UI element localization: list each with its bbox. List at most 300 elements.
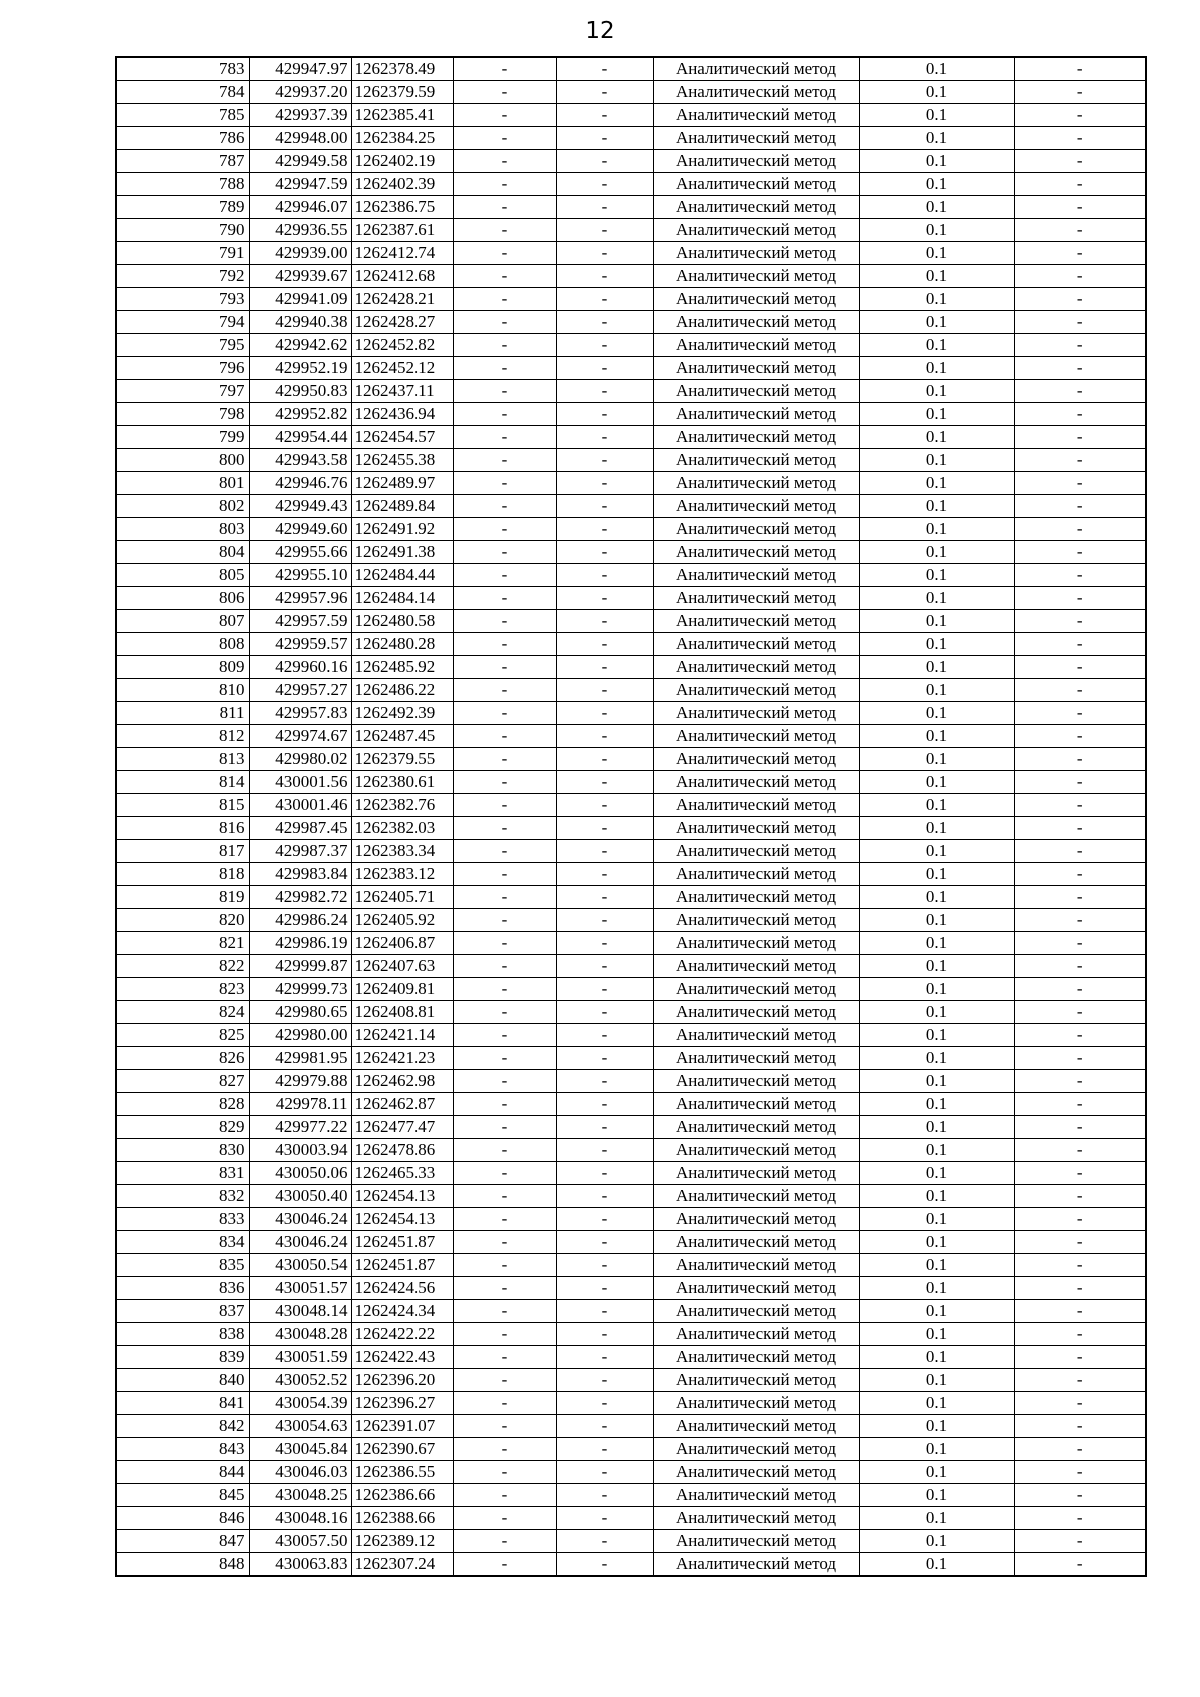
y-coordinate-cell: 1262408.81	[351, 1001, 453, 1024]
y-coordinate-cell: 1262386.55	[351, 1461, 453, 1484]
accuracy-cell: 0.1	[859, 1300, 1014, 1323]
dash-cell: -	[556, 150, 653, 173]
method-cell: Аналитический метод	[653, 104, 859, 127]
table-row	[116, 1254, 1146, 1277]
dash-cell: -	[453, 1231, 556, 1254]
x-coordinate-cell: 430046.03	[249, 1461, 351, 1484]
point-number-cell: 841	[116, 1392, 249, 1415]
accuracy-cell: 0.1	[859, 1507, 1014, 1530]
x-coordinate-cell: 430048.28	[249, 1323, 351, 1346]
dash-cell: -	[1014, 1415, 1146, 1438]
dash-cell: -	[556, 656, 653, 679]
accuracy-cell: 0.1	[859, 426, 1014, 449]
dash-cell: -	[1014, 1185, 1146, 1208]
y-coordinate-cell: 1262454.13	[351, 1185, 453, 1208]
y-coordinate-cell: 1262383.34	[351, 840, 453, 863]
method-cell: Аналитический метод	[653, 173, 859, 196]
dash-cell: -	[453, 633, 556, 656]
method-cell: Аналитический метод	[653, 242, 859, 265]
point-number-cell: 839	[116, 1346, 249, 1369]
table-row	[116, 725, 1146, 748]
x-coordinate-cell: 429947.97	[249, 57, 351, 81]
y-coordinate-cell: 1262388.66	[351, 1507, 453, 1530]
y-coordinate-cell: 1262386.66	[351, 1484, 453, 1507]
table-row	[116, 380, 1146, 403]
dash-cell: -	[453, 334, 556, 357]
y-coordinate-cell: 1262382.76	[351, 794, 453, 817]
method-cell: Аналитический метод	[653, 610, 859, 633]
y-coordinate-cell: 1262454.57	[351, 426, 453, 449]
y-coordinate-cell: 1262477.47	[351, 1116, 453, 1139]
dash-cell: -	[453, 1070, 556, 1093]
dash-cell: -	[453, 1277, 556, 1300]
dash-cell: -	[453, 196, 556, 219]
y-coordinate-cell: 1262391.07	[351, 1415, 453, 1438]
dash-cell: -	[453, 219, 556, 242]
x-coordinate-cell: 429986.19	[249, 932, 351, 955]
method-cell: Аналитический метод	[653, 1392, 859, 1415]
dash-cell: -	[453, 1461, 556, 1484]
point-number-cell: 840	[116, 1369, 249, 1392]
dash-cell: -	[453, 817, 556, 840]
dash-cell: -	[556, 1507, 653, 1530]
point-number-cell: 804	[116, 541, 249, 564]
method-cell: Аналитический метод	[653, 702, 859, 725]
dash-cell: -	[556, 541, 653, 564]
point-number-cell: 830	[116, 1139, 249, 1162]
table-row	[116, 495, 1146, 518]
dash-cell: -	[453, 495, 556, 518]
point-number-cell: 805	[116, 564, 249, 587]
x-coordinate-cell: 430003.94	[249, 1139, 351, 1162]
dash-cell: -	[1014, 817, 1146, 840]
dash-cell: -	[556, 1116, 653, 1139]
dash-cell: -	[556, 1392, 653, 1415]
y-coordinate-cell: 1262412.68	[351, 265, 453, 288]
table-row	[116, 1185, 1146, 1208]
dash-cell: -	[453, 1254, 556, 1277]
dash-cell: -	[556, 1461, 653, 1484]
dash-cell: -	[556, 771, 653, 794]
dash-cell: -	[453, 242, 556, 265]
method-cell: Аналитический метод	[653, 863, 859, 886]
dash-cell: -	[1014, 1116, 1146, 1139]
point-number-cell: 844	[116, 1461, 249, 1484]
dash-cell: -	[1014, 57, 1146, 81]
dash-cell: -	[556, 495, 653, 518]
table-row	[116, 1231, 1146, 1254]
table-row	[116, 1001, 1146, 1024]
point-number-cell: 821	[116, 932, 249, 955]
x-coordinate-cell: 429957.96	[249, 587, 351, 610]
dash-cell: -	[556, 840, 653, 863]
y-coordinate-cell: 1262378.49	[351, 57, 453, 81]
dash-cell: -	[556, 702, 653, 725]
table-row	[116, 817, 1146, 840]
table-row	[116, 955, 1146, 978]
dash-cell: -	[453, 1024, 556, 1047]
dash-cell: -	[556, 1300, 653, 1323]
table-row	[116, 932, 1146, 955]
y-coordinate-cell: 1262379.59	[351, 81, 453, 104]
method-cell: Аналитический метод	[653, 1461, 859, 1484]
point-number-cell: 785	[116, 104, 249, 127]
dash-cell: -	[556, 104, 653, 127]
dash-cell: -	[556, 886, 653, 909]
dash-cell: -	[453, 426, 556, 449]
table-row	[116, 1507, 1146, 1530]
method-cell: Аналитический метод	[653, 840, 859, 863]
point-number-cell: 834	[116, 1231, 249, 1254]
accuracy-cell: 0.1	[859, 817, 1014, 840]
accuracy-cell: 0.1	[859, 725, 1014, 748]
y-coordinate-cell: 1262383.12	[351, 863, 453, 886]
method-cell: Аналитический метод	[653, 495, 859, 518]
y-coordinate-cell: 1262396.20	[351, 1369, 453, 1392]
y-coordinate-cell: 1262405.71	[351, 886, 453, 909]
x-coordinate-cell: 430057.50	[249, 1530, 351, 1553]
dash-cell: -	[453, 1300, 556, 1323]
method-cell: Аналитический метод	[653, 288, 859, 311]
table-row	[116, 472, 1146, 495]
method-cell: Аналитический метод	[653, 1024, 859, 1047]
method-cell: Аналитический метод	[653, 1116, 859, 1139]
table-row	[116, 127, 1146, 150]
dash-cell: -	[556, 794, 653, 817]
y-coordinate-cell: 1262452.82	[351, 334, 453, 357]
table-row	[116, 633, 1146, 656]
dash-cell: -	[556, 633, 653, 656]
dash-cell: -	[1014, 656, 1146, 679]
x-coordinate-cell: 430050.54	[249, 1254, 351, 1277]
method-cell: Аналитический метод	[653, 1507, 859, 1530]
point-number-cell: 794	[116, 311, 249, 334]
method-cell: Аналитический метод	[653, 633, 859, 656]
dash-cell: -	[1014, 1507, 1146, 1530]
x-coordinate-cell: 430001.46	[249, 794, 351, 817]
table-row	[116, 1461, 1146, 1484]
dash-cell: -	[556, 748, 653, 771]
dash-cell: -	[453, 725, 556, 748]
dash-cell: -	[556, 311, 653, 334]
dash-cell: -	[453, 840, 556, 863]
point-number-cell: 819	[116, 886, 249, 909]
dash-cell: -	[556, 1231, 653, 1254]
table-row	[116, 1277, 1146, 1300]
table-row	[116, 702, 1146, 725]
accuracy-cell: 0.1	[859, 219, 1014, 242]
method-cell: Аналитический метод	[653, 909, 859, 932]
dash-cell: -	[556, 1162, 653, 1185]
method-cell: Аналитический метод	[653, 1415, 859, 1438]
method-cell: Аналитический метод	[653, 1323, 859, 1346]
accuracy-cell: 0.1	[859, 380, 1014, 403]
dash-cell: -	[453, 104, 556, 127]
dash-cell: -	[556, 564, 653, 587]
dash-cell: -	[1014, 1093, 1146, 1116]
point-number-cell: 788	[116, 173, 249, 196]
point-number-cell: 846	[116, 1507, 249, 1530]
x-coordinate-cell: 429946.76	[249, 472, 351, 495]
dash-cell: -	[1014, 219, 1146, 242]
accuracy-cell: 0.1	[859, 1415, 1014, 1438]
point-number-cell: 826	[116, 1047, 249, 1070]
dash-cell: -	[453, 863, 556, 886]
method-cell: Аналитический метод	[653, 564, 859, 587]
x-coordinate-cell: 430046.24	[249, 1231, 351, 1254]
table-row	[116, 1093, 1146, 1116]
y-coordinate-cell: 1262405.92	[351, 909, 453, 932]
x-coordinate-cell: 429982.72	[249, 886, 351, 909]
table-row	[116, 587, 1146, 610]
method-cell: Аналитический метод	[653, 380, 859, 403]
y-coordinate-cell: 1262396.27	[351, 1392, 453, 1415]
method-cell: Аналитический метод	[653, 1277, 859, 1300]
table-row	[116, 909, 1146, 932]
y-coordinate-cell: 1262489.84	[351, 495, 453, 518]
dash-cell: -	[453, 449, 556, 472]
x-coordinate-cell: 429978.11	[249, 1093, 351, 1116]
dash-cell: -	[453, 150, 556, 173]
method-cell: Аналитический метод	[653, 449, 859, 472]
accuracy-cell: 0.1	[859, 1047, 1014, 1070]
dash-cell: -	[1014, 909, 1146, 932]
table-row	[116, 840, 1146, 863]
method-cell: Аналитический метод	[653, 978, 859, 1001]
dash-cell: -	[556, 173, 653, 196]
method-cell: Аналитический метод	[653, 265, 859, 288]
y-coordinate-cell: 1262382.03	[351, 817, 453, 840]
method-cell: Аналитический метод	[653, 932, 859, 955]
accuracy-cell: 0.1	[859, 1277, 1014, 1300]
dash-cell: -	[1014, 978, 1146, 1001]
y-coordinate-cell: 1262489.97	[351, 472, 453, 495]
dash-cell: -	[453, 1553, 556, 1577]
accuracy-cell: 0.1	[859, 794, 1014, 817]
dash-cell: -	[453, 610, 556, 633]
table-row	[116, 1392, 1146, 1415]
x-coordinate-cell: 429983.84	[249, 863, 351, 886]
dash-cell: -	[556, 357, 653, 380]
accuracy-cell: 0.1	[859, 1070, 1014, 1093]
x-coordinate-cell: 429977.22	[249, 1116, 351, 1139]
table-row	[116, 219, 1146, 242]
y-coordinate-cell: 1262386.75	[351, 196, 453, 219]
accuracy-cell: 0.1	[859, 1208, 1014, 1231]
table-row	[116, 564, 1146, 587]
point-number-cell: 801	[116, 472, 249, 495]
dash-cell: -	[556, 403, 653, 426]
y-coordinate-cell: 1262484.44	[351, 564, 453, 587]
dash-cell: -	[1014, 1530, 1146, 1553]
accuracy-cell: 0.1	[859, 587, 1014, 610]
dash-cell: -	[1014, 1461, 1146, 1484]
point-number-cell: 803	[116, 518, 249, 541]
point-number-cell: 789	[116, 196, 249, 219]
dash-cell: -	[556, 1001, 653, 1024]
x-coordinate-cell: 430054.63	[249, 1415, 351, 1438]
x-coordinate-cell: 429936.55	[249, 219, 351, 242]
table-row	[116, 771, 1146, 794]
point-number-cell: 783	[116, 57, 249, 81]
dash-cell: -	[453, 1438, 556, 1461]
y-coordinate-cell: 1262480.58	[351, 610, 453, 633]
y-coordinate-cell: 1262421.23	[351, 1047, 453, 1070]
x-coordinate-cell: 430052.52	[249, 1369, 351, 1392]
accuracy-cell: 0.1	[859, 357, 1014, 380]
x-coordinate-cell: 430050.40	[249, 1185, 351, 1208]
accuracy-cell: 0.1	[859, 886, 1014, 909]
dash-cell: -	[556, 1346, 653, 1369]
dash-cell: -	[453, 932, 556, 955]
y-coordinate-cell: 1262384.25	[351, 127, 453, 150]
point-number-cell: 829	[116, 1116, 249, 1139]
point-number-cell: 800	[116, 449, 249, 472]
y-coordinate-cell: 1262487.45	[351, 725, 453, 748]
dash-cell: -	[1014, 679, 1146, 702]
table-row	[116, 863, 1146, 886]
point-number-cell: 787	[116, 150, 249, 173]
accuracy-cell: 0.1	[859, 1254, 1014, 1277]
dash-cell: -	[556, 863, 653, 886]
dash-cell: -	[556, 1277, 653, 1300]
y-coordinate-cell: 1262491.38	[351, 541, 453, 564]
method-cell: Аналитический метод	[653, 1185, 859, 1208]
dash-cell: -	[1014, 311, 1146, 334]
accuracy-cell: 0.1	[859, 288, 1014, 311]
point-number-cell: 796	[116, 357, 249, 380]
accuracy-cell: 0.1	[859, 242, 1014, 265]
page-number: 12	[585, 18, 615, 44]
point-number-cell: 822	[116, 955, 249, 978]
method-cell: Аналитический метод	[653, 196, 859, 219]
dash-cell: -	[453, 1392, 556, 1415]
dash-cell: -	[1014, 1323, 1146, 1346]
dash-cell: -	[453, 1507, 556, 1530]
dash-cell: -	[1014, 1162, 1146, 1185]
accuracy-cell: 0.1	[859, 1553, 1014, 1577]
x-coordinate-cell: 429940.38	[249, 311, 351, 334]
x-coordinate-cell: 429941.09	[249, 288, 351, 311]
accuracy-cell: 0.1	[859, 495, 1014, 518]
method-cell: Аналитический метод	[653, 817, 859, 840]
dash-cell: -	[1014, 1231, 1146, 1254]
point-number-cell: 843	[116, 1438, 249, 1461]
accuracy-cell: 0.1	[859, 1116, 1014, 1139]
dash-cell: -	[1014, 1300, 1146, 1323]
accuracy-cell: 0.1	[859, 1461, 1014, 1484]
dash-cell: -	[453, 1323, 556, 1346]
dash-cell: -	[453, 380, 556, 403]
accuracy-cell: 0.1	[859, 679, 1014, 702]
accuracy-cell: 0.1	[859, 1369, 1014, 1392]
dash-cell: -	[556, 472, 653, 495]
x-coordinate-cell: 430045.84	[249, 1438, 351, 1461]
x-coordinate-cell: 429939.00	[249, 242, 351, 265]
dash-cell: -	[453, 1162, 556, 1185]
dash-cell: -	[556, 1323, 653, 1346]
dash-cell: -	[453, 288, 556, 311]
method-cell: Аналитический метод	[653, 1231, 859, 1254]
point-number-cell: 817	[116, 840, 249, 863]
point-number-cell: 811	[116, 702, 249, 725]
x-coordinate-cell: 429950.83	[249, 380, 351, 403]
method-cell: Аналитический метод	[653, 1438, 859, 1461]
y-coordinate-cell: 1262428.21	[351, 288, 453, 311]
dash-cell: -	[453, 81, 556, 104]
dash-cell: -	[556, 1530, 653, 1553]
x-coordinate-cell: 430001.56	[249, 771, 351, 794]
y-coordinate-cell: 1262436.94	[351, 403, 453, 426]
y-coordinate-cell: 1262424.56	[351, 1277, 453, 1300]
table-row	[116, 334, 1146, 357]
dash-cell: -	[453, 311, 556, 334]
method-cell: Аналитический метод	[653, 1093, 859, 1116]
x-coordinate-cell: 429942.62	[249, 334, 351, 357]
point-number-cell: 802	[116, 495, 249, 518]
accuracy-cell: 0.1	[859, 1392, 1014, 1415]
x-coordinate-cell: 430050.06	[249, 1162, 351, 1185]
dash-cell: -	[453, 771, 556, 794]
dash-cell: -	[1014, 1392, 1146, 1415]
table-row	[116, 679, 1146, 702]
dash-cell: -	[556, 817, 653, 840]
dash-cell: -	[1014, 495, 1146, 518]
y-coordinate-cell: 1262478.86	[351, 1139, 453, 1162]
x-coordinate-cell: 429974.67	[249, 725, 351, 748]
method-cell: Аналитический метод	[653, 518, 859, 541]
method-cell: Аналитический метод	[653, 541, 859, 564]
x-coordinate-cell: 430054.39	[249, 1392, 351, 1415]
dash-cell: -	[1014, 1254, 1146, 1277]
table-row	[116, 242, 1146, 265]
accuracy-cell: 0.1	[859, 173, 1014, 196]
point-number-cell: 807	[116, 610, 249, 633]
x-coordinate-cell: 429955.66	[249, 541, 351, 564]
point-number-cell: 806	[116, 587, 249, 610]
table-row	[116, 610, 1146, 633]
y-coordinate-cell: 1262465.33	[351, 1162, 453, 1185]
x-coordinate-cell: 429955.10	[249, 564, 351, 587]
dash-cell: -	[1014, 840, 1146, 863]
point-number-cell: 847	[116, 1530, 249, 1553]
y-coordinate-cell: 1262485.92	[351, 656, 453, 679]
dash-cell: -	[453, 679, 556, 702]
dash-cell: -	[1014, 150, 1146, 173]
dash-cell: -	[453, 173, 556, 196]
x-coordinate-cell: 429954.44	[249, 426, 351, 449]
dash-cell: -	[556, 1047, 653, 1070]
point-number-cell: 790	[116, 219, 249, 242]
dash-cell: -	[453, 1139, 556, 1162]
dash-cell: -	[1014, 932, 1146, 955]
table-row	[116, 1162, 1146, 1185]
y-coordinate-cell: 1262412.74	[351, 242, 453, 265]
table-row	[116, 978, 1146, 1001]
x-coordinate-cell: 429957.27	[249, 679, 351, 702]
x-coordinate-cell: 429946.07	[249, 196, 351, 219]
dash-cell: -	[1014, 127, 1146, 150]
point-number-cell: 837	[116, 1300, 249, 1323]
dash-cell: -	[1014, 1047, 1146, 1070]
dash-cell: -	[453, 886, 556, 909]
accuracy-cell: 0.1	[859, 127, 1014, 150]
dash-cell: -	[1014, 288, 1146, 311]
accuracy-cell: 0.1	[859, 1139, 1014, 1162]
dash-cell: -	[453, 57, 556, 81]
dash-cell: -	[556, 1484, 653, 1507]
dash-cell: -	[1014, 449, 1146, 472]
